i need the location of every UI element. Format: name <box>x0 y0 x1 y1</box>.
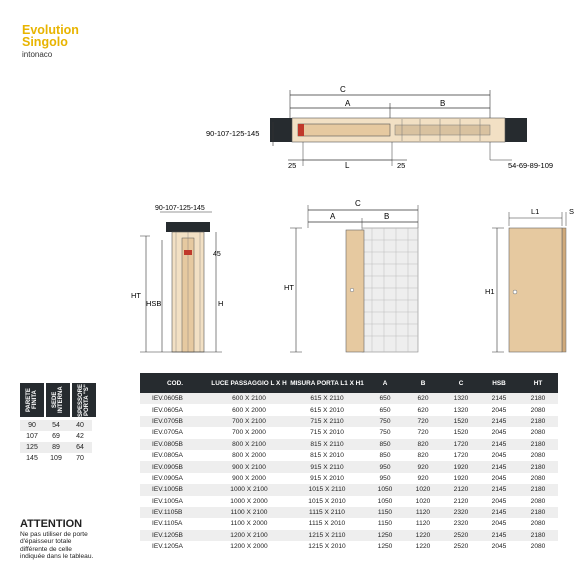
table-cell: 2045 <box>491 474 507 482</box>
table-row <box>140 416 558 427</box>
table-cell: 915 X 2010 <box>310 474 344 482</box>
door-drawing <box>485 207 574 352</box>
label-ht-section: HT <box>131 291 141 300</box>
table-cell: 1520 <box>442 416 480 427</box>
table-cell: 815 X 2010 <box>310 452 344 460</box>
table-cell: 2180 <box>518 484 558 495</box>
table-cell: 1215 X 2110 <box>288 530 366 541</box>
table-cell: 1100 X 2100 <box>210 507 288 518</box>
table-cell: 615 X 2010 <box>310 406 344 414</box>
table-cell: 2180 <box>518 439 558 450</box>
table-cell: 950 <box>379 474 391 482</box>
table-cell: 815 X 2110 <box>288 439 366 450</box>
table-cell: 1200 X 2000 <box>230 543 268 551</box>
table-cell: 2045 <box>491 429 507 437</box>
table-cell: IEV.1205B <box>140 530 210 541</box>
table-cell: 1020 <box>415 497 431 505</box>
small-header-sede: SEDE INTERNA <box>46 383 70 417</box>
header-ht: HT <box>518 373 558 393</box>
label-45: 45 <box>213 251 221 258</box>
table-cell: 1250 <box>377 543 393 551</box>
table-cell: 1000 X 2000 <box>230 497 268 505</box>
table-cell: 1115 X 2010 <box>308 520 346 528</box>
door-elevation <box>346 230 364 352</box>
table-cell: 800 X 2100 <box>210 439 288 450</box>
table-cell: 915 X 2110 <box>288 461 366 472</box>
table-cell: IEV.1105A <box>152 520 183 528</box>
label-25-right: 25 <box>397 161 406 170</box>
table-cell: 2080 <box>530 543 546 551</box>
table-cell: 1520 <box>453 429 469 437</box>
table-cell: 2120 <box>442 484 480 495</box>
table-cell: 2045 <box>491 520 507 528</box>
table-cell: 1115 X 2110 <box>288 507 366 518</box>
table-cell: 720 <box>404 416 442 427</box>
table-cell: 715 X 2010 <box>310 429 344 437</box>
table-cell: 850 <box>366 439 404 450</box>
table-cell: 850 <box>379 452 391 460</box>
table-cell: 1320 <box>453 406 469 414</box>
table-cell: 620 <box>417 406 429 414</box>
table-cell: 2145 <box>480 507 518 518</box>
table-cell: 2145 <box>480 484 518 495</box>
label-a-elev: A <box>330 212 336 221</box>
wall-thickness-table <box>20 420 92 464</box>
table-cell: IEV.1005A <box>152 497 183 505</box>
table-cell: 2045 <box>491 406 507 414</box>
table-cell: 2520 <box>453 543 469 551</box>
section-header <box>166 222 210 232</box>
table-cell: IEV.1205A <box>152 543 183 551</box>
table-cell: 2520 <box>442 530 480 541</box>
attention-line: indiquée dans le tableau. <box>20 553 94 561</box>
table-cell: 920 <box>417 474 429 482</box>
table-cell: 600 X 2000 <box>232 406 266 414</box>
header-a: A <box>366 373 404 393</box>
small-header-spessore: SPESSORE PORTA "S" <box>72 383 96 417</box>
table-cell: 2320 <box>442 507 480 518</box>
table-cell: 620 <box>404 393 442 404</box>
table-cell: 2080 <box>530 520 546 528</box>
elevation-drawing <box>284 199 418 352</box>
table-cell: 750 <box>366 416 404 427</box>
header-luce: LUCE PASSAGGIO L X H <box>210 373 288 393</box>
table-cell: 600 X 2100 <box>210 393 288 404</box>
attention-line: Ne pas utiliser de porte <box>20 531 88 538</box>
label-section-top: 90-107-125-145 <box>155 205 205 212</box>
table-row <box>140 541 558 552</box>
dimensions-table <box>140 373 558 552</box>
table-cell: 1000 X 2100 <box>210 484 288 495</box>
table-cell: IEV.0705A <box>152 429 183 437</box>
label-ht-elev: HT <box>284 283 294 292</box>
table-cell: 720 <box>417 429 429 437</box>
table-cell: 1220 <box>404 530 442 541</box>
table-cell: 900 X 2100 <box>210 461 288 472</box>
table-cell: 1720 <box>442 439 480 450</box>
table-row <box>140 473 558 484</box>
table-cell: IEV.1005B <box>140 484 210 495</box>
table-cell: 1050 <box>377 497 393 505</box>
label-b-elev: B <box>384 212 390 221</box>
table-cell: IEV.0705B <box>140 416 210 427</box>
table-cell: 2145 <box>480 393 518 404</box>
table-cell: 2320 <box>453 520 469 528</box>
table-row: 90 54 40 <box>20 420 92 431</box>
door-panel-plan <box>298 124 390 136</box>
attention-title: ATTENTION <box>20 518 83 530</box>
table-cell: 920 <box>404 461 442 472</box>
table-cell: 1215 X 2010 <box>308 543 346 551</box>
table-cell: 650 <box>379 406 391 414</box>
table-row <box>140 393 558 404</box>
table-cell: 700 X 2100 <box>210 416 288 427</box>
product-subtitle: intonaco <box>22 50 53 59</box>
table-row: 107 69 42 <box>26 433 84 440</box>
table-cell: 2080 <box>530 474 546 482</box>
table-cell: 1150 <box>377 520 393 528</box>
attention-line: différente de celle <box>20 545 72 553</box>
table-cell: IEV.0805A <box>152 452 183 460</box>
table-cell: IEV.0605A <box>152 406 183 414</box>
table-cell: 2180 <box>518 393 558 404</box>
table-row <box>140 461 558 472</box>
table-row <box>140 530 558 541</box>
table-row <box>140 427 558 438</box>
table-cell: 1220 <box>415 543 431 551</box>
top-plan-drawing <box>206 85 553 170</box>
header-cod: COD. <box>140 373 210 393</box>
table-cell: 1015 X 2110 <box>288 484 366 495</box>
label-right-dim: 54-69-89-109 <box>508 161 554 170</box>
table-row <box>140 507 558 518</box>
table-cell: 800 X 2000 <box>232 452 266 460</box>
table-header-row <box>140 373 558 393</box>
table-cell: 1015 X 2010 <box>308 497 346 505</box>
table-row <box>140 518 558 529</box>
table-cell: 715 X 2110 <box>288 416 366 427</box>
table-cell: 2180 <box>518 461 558 472</box>
header-c: C <box>442 373 480 393</box>
table-cell: 615 X 2110 <box>288 393 366 404</box>
table-cell: IEV.0905B <box>140 461 210 472</box>
label-h: H <box>218 299 224 308</box>
label-wall-thickness: 90-107-125-145 <box>206 129 260 138</box>
label-s: S <box>569 207 575 216</box>
title-line-1: Evolution <box>22 23 79 37</box>
table-cell: 1920 <box>453 474 469 482</box>
table-cell: 1320 <box>442 393 480 404</box>
table-cell: IEV.0805B <box>140 439 210 450</box>
header-misura: MISURA PORTA L1 X H1 <box>288 373 366 393</box>
small-header-parete: PARETE FINITA <box>20 383 44 417</box>
table-cell: IEV.0605B <box>140 393 210 404</box>
table-cell: IEV.1105B <box>140 507 210 518</box>
table-row <box>140 404 558 415</box>
table-cell: 2080 <box>530 497 546 505</box>
table-row: 125 89 64 <box>20 442 92 453</box>
label-c: C <box>340 85 346 94</box>
table-cell: 2120 <box>453 497 469 505</box>
table-cell: 2145 <box>480 461 518 472</box>
door-front <box>509 228 562 352</box>
table-cell: 1250 <box>366 530 404 541</box>
table-cell: 820 <box>404 439 442 450</box>
header-hsb: HSB <box>480 373 518 393</box>
table-cell: 1150 <box>366 507 404 518</box>
table-cell: 750 <box>379 429 391 437</box>
table-row <box>140 439 558 450</box>
label-l: L <box>345 161 350 170</box>
table-cell: 950 <box>366 461 404 472</box>
table-row <box>140 496 558 507</box>
table-cell: 700 X 2000 <box>232 429 266 437</box>
table-row <box>140 450 558 461</box>
title-line-2: Singolo <box>22 35 68 49</box>
attention-text <box>20 531 120 561</box>
section-drawing <box>131 205 223 352</box>
table-cell: 2180 <box>518 530 558 541</box>
table-cell: 650 <box>366 393 404 404</box>
label-25-left: 25 <box>288 161 297 170</box>
table-cell: 2145 <box>480 416 518 427</box>
table-cell: 2145 <box>480 530 518 541</box>
table-cell: 1100 X 2000 <box>230 520 268 528</box>
label-a: A <box>345 99 351 108</box>
cassette-mesh <box>362 228 418 352</box>
label-hsb: HSB <box>146 299 162 308</box>
table-cell: 2045 <box>491 452 507 460</box>
table-cell: 2045 <box>491 497 507 505</box>
table-row: 145 109 70 <box>26 455 84 462</box>
table-cell: 820 <box>417 452 429 460</box>
table-row <box>140 484 558 495</box>
table-cell: 2145 <box>480 439 518 450</box>
label-b: B <box>440 99 446 108</box>
table-cell: 1200 X 2100 <box>210 530 288 541</box>
label-c-elev: C <box>355 199 361 208</box>
attention-line: d'épaisseur totale <box>20 538 72 546</box>
table-cell: 2180 <box>518 416 558 427</box>
table-cell: 2080 <box>530 429 546 437</box>
table-cell: 900 X 2000 <box>232 474 266 482</box>
table-cell: 1920 <box>442 461 480 472</box>
table-cell: 1120 <box>404 507 442 518</box>
header-b: B <box>404 373 442 393</box>
table-cell: 2080 <box>530 406 546 414</box>
table-cell: 2080 <box>530 452 546 460</box>
wall-right <box>505 118 527 142</box>
table-cell: 1050 <box>366 484 404 495</box>
table-cell: 2180 <box>518 507 558 518</box>
table-cell: 1020 <box>404 484 442 495</box>
label-l1: L1 <box>531 207 540 216</box>
table-cell: IEV.0905A <box>152 474 183 482</box>
table-cell: 1120 <box>415 520 431 528</box>
table-cell: 1720 <box>453 452 469 460</box>
table-cell: 2045 <box>491 543 507 551</box>
label-h1: H1 <box>485 287 495 296</box>
